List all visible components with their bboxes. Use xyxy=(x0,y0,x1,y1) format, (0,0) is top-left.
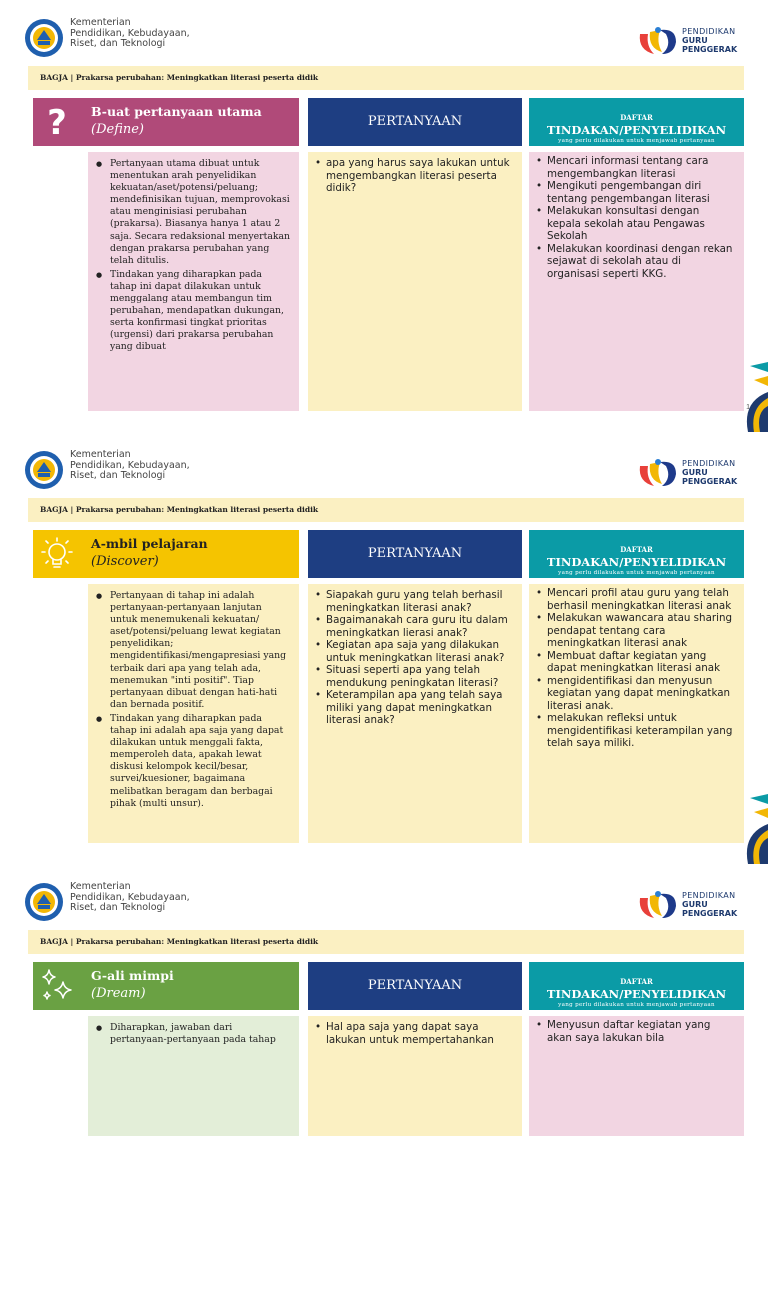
page-number: 1 xyxy=(746,404,750,411)
ministry-line: Kementerian xyxy=(70,881,131,892)
stage-subtitle: (Discover) xyxy=(91,554,159,569)
definition-item: ● Diharapkan, jawaban dari pertanyaan-pertanyaan pada tahap xyxy=(94,1022,291,1046)
program-line: GURU xyxy=(682,900,708,909)
action-header-subtitle: yang perlu dilakukan untuk menjawab pertanyaan xyxy=(558,570,715,576)
ministry-line: Pendidikan, Kebudayaan, xyxy=(70,459,190,471)
question-header: PERTANYAAN xyxy=(308,962,522,1010)
tut-wuri-handayani-logo xyxy=(24,450,64,490)
initiative-banner: BAGJA | Prakarsa perubahan: Meningkatkan literasi peserta didik xyxy=(28,66,744,90)
definition-item: ● Tindakan yang diharapkan pada tahap ini dapat dilakukan untuk menggalang atau membangun tim perubahan, mendapatkan dukungan, serta konfirmasi tingkat prioritas (urgensi) dari prakarsa perubahan yang dibuat xyxy=(94,269,291,354)
questions-item: • Bagaimanakah cara guru itu dalam meningkatkan lierasi anak? xyxy=(312,614,514,639)
program-line: PENDIDIKAN xyxy=(682,27,736,36)
questions-item: • Kegiatan apa saja yang dilakukan untuk meningkatkan literasi anak? xyxy=(312,639,514,664)
ministry-line: Riset, dan Teknologi xyxy=(70,38,166,49)
ministry-line: Kementerian xyxy=(70,449,131,460)
actions-item: • mengidentifikasi dan menyusun kegiatan yang dapat meningkatkan literasi anak. xyxy=(533,675,734,713)
questions-item: • Situasi seperti apa yang telah mendukung peningkatan literasi? xyxy=(312,664,514,689)
definition-box xyxy=(88,152,299,411)
sparkle-icon xyxy=(33,962,81,1010)
ministry-line: Pendidikan, Kebudayaan, xyxy=(70,27,190,39)
questions-item: • Siapakah guru yang telah berhasil meningkatkan literasi anak? xyxy=(312,589,514,614)
stage-header xyxy=(33,530,299,578)
program-line: PENDIDIKAN xyxy=(682,891,736,900)
definition-box xyxy=(88,1016,299,1136)
action-header-subtitle: yang perlu dilakukan untuk menjawab pertanyaan xyxy=(558,1002,715,1008)
program-line: GURU xyxy=(682,468,708,477)
tut-wuri-handayani-logo xyxy=(24,882,64,922)
decorative-corner-stripes xyxy=(738,362,768,432)
program-line: PENGGERAK xyxy=(682,909,738,918)
actions-item: • Melakukan konsultasi dengan kepala sekolah atau Pengawas Sekolah xyxy=(533,205,734,243)
slide-1 xyxy=(0,0,768,432)
stage-header xyxy=(33,98,299,146)
actions-item: • Membuat daftar kegiatan yang dapat meningkatkan literasi anak xyxy=(533,650,734,675)
actions-item: • Menyusun daftar kegiatan yang akan saya lakukan bila xyxy=(533,1019,734,1044)
action-header-subtitle: yang perlu dilakukan untuk menjawab pertanyaan xyxy=(558,138,715,144)
actions-item: • Melakukan koordinasi dengan rekan sejawat di sekolah atau di organisasi seperti KKG. xyxy=(533,243,734,281)
ministry-line: Kementerian xyxy=(70,17,131,28)
program-line: PENGGERAK xyxy=(682,45,738,54)
stage-title: A-mbil pelajaran xyxy=(91,536,208,551)
guru-penggerak-logo xyxy=(636,456,746,492)
guru-penggerak-emblem-icon xyxy=(636,888,680,922)
question-header: PERTANYAAN xyxy=(308,98,522,146)
stage-header xyxy=(33,962,299,1010)
action-box xyxy=(529,584,744,843)
question-box xyxy=(308,1016,522,1136)
stage-title: B-uat pertanyaan utama xyxy=(91,104,262,119)
guru-penggerak-logo xyxy=(636,888,746,924)
actions-item: • Mencari profil atau guru yang telah berhasil meningkatkan literasi anak xyxy=(533,587,734,612)
actions-item: • Mengikuti pengembangan diri tentang pengembangan literasi xyxy=(533,180,734,205)
questions-item: • Hal apa saja yang dapat saya lakukan untuk mempertahankan xyxy=(312,1021,514,1046)
stage-icon-box xyxy=(33,98,81,146)
program-line: PENGGERAK xyxy=(682,477,738,486)
definition-item: ● Pertanyaan utama dibuat untuk menentukan arah penyelidikan kekuatan/aset/potensi/peluang; mendefinisikan tujuan, memprovokasi atau menginisiasi perubahan (prakarsa). Biasanya hanya 1 atau 2 saja. Secara redaksional menyertakan dengan prakarsa perubahan yang telah ditulis. xyxy=(94,158,291,267)
definition-item: ● Tindakan yang diharapkan pada tahap ini adalah apa saja yang dapat dilakukan untuk menggali fakta, memperoleh data, apakah lewat diskusi kelompok kecil/besar, survei/kuesioner, bagaimana melibatkan beragam dan berbagai pihak (multi unsur). xyxy=(94,713,291,810)
stage-subtitle: (Define) xyxy=(91,122,144,137)
slide-2 xyxy=(0,432,768,864)
ministry-name xyxy=(70,882,190,914)
actions-item: • melakukan refleksi untuk mengidentifikasi keterampilan yang telah saya miliki. xyxy=(533,712,734,750)
question-mark-icon xyxy=(33,98,81,146)
ministry-line: Riset, dan Teknologi xyxy=(70,902,166,913)
action-header-small: DAFTAR xyxy=(620,113,653,122)
ministry-name xyxy=(70,18,190,50)
svg-text:?: ? xyxy=(47,103,67,143)
action-box xyxy=(529,152,744,411)
ministry-name xyxy=(70,450,190,482)
definition-box xyxy=(88,584,299,843)
action-header-small: DAFTAR xyxy=(620,977,653,986)
lightbulb-icon xyxy=(33,530,81,578)
actions-item: • Melakukan wawancara atau sharing pendapat tentang cara meningkatkan literasi anak xyxy=(533,612,734,650)
action-header xyxy=(529,530,744,578)
guru-penggerak-logo xyxy=(636,24,746,60)
program-line: GURU xyxy=(682,36,708,45)
stage-icon-box xyxy=(33,962,81,1010)
guru-penggerak-emblem-icon xyxy=(636,24,680,58)
program-name xyxy=(682,27,737,54)
question-header: PERTANYAAN xyxy=(308,530,522,578)
stage-title: G-ali mimpi xyxy=(91,968,174,983)
initiative-banner: BAGJA | Prakarsa perubahan: Meningkatkan literasi peserta didik xyxy=(28,498,744,522)
question-box xyxy=(308,152,522,411)
program-name xyxy=(682,459,737,486)
action-header-small: DAFTAR xyxy=(620,545,653,554)
tut-wuri-handayani-logo xyxy=(24,18,64,58)
program-name xyxy=(682,891,737,918)
actions-item: • Mencari informasi tentang cara mengembangkan literasi xyxy=(533,155,734,180)
action-header xyxy=(529,98,744,146)
ministry-line: Pendidikan, Kebudayaan, xyxy=(70,891,190,903)
definition-item: ● Pertanyaan di tahap ini adalah pertanyaan-pertanyaan lanjutan untuk menemukenali kekuatan/ aset/potensi/peluang lewat kegiatan penyelidikan; mengidentifikasi/mengapresiasi yang terbaik dari apa yang telah ada, menemukan "inti positif". Tiap pertanyaan dibuat dengan hati-hati dan bernada positif. xyxy=(94,590,291,711)
action-header xyxy=(529,962,744,1010)
stage-icon-box xyxy=(33,530,81,578)
stage-subtitle: (Dream) xyxy=(91,986,146,1001)
action-header-title: TINDAKAN/PENYELIDIKAN xyxy=(546,987,727,1001)
initiative-banner: BAGJA | Prakarsa perubahan: Meningkatkan literasi peserta didik xyxy=(28,930,744,954)
guru-penggerak-emblem-icon xyxy=(636,456,680,490)
questions-item: • Keterampilan apa yang telah saya miliki yang dapat meningkatkan literasi anak? xyxy=(312,689,514,727)
action-header-title: TINDAKAN/PENYELIDIKAN xyxy=(546,123,727,137)
question-box xyxy=(308,584,522,843)
slide-3 xyxy=(0,864,768,1296)
decorative-corner-stripes xyxy=(738,794,768,864)
action-header-title: TINDAKAN/PENYELIDIKAN xyxy=(546,555,727,569)
program-line: PENDIDIKAN xyxy=(682,459,736,468)
action-box xyxy=(529,1016,744,1136)
ministry-line: Riset, dan Teknologi xyxy=(70,470,166,481)
questions-item: • apa yang harus saya lakukan untuk mengembangkan literasi peserta didik? xyxy=(312,157,514,195)
